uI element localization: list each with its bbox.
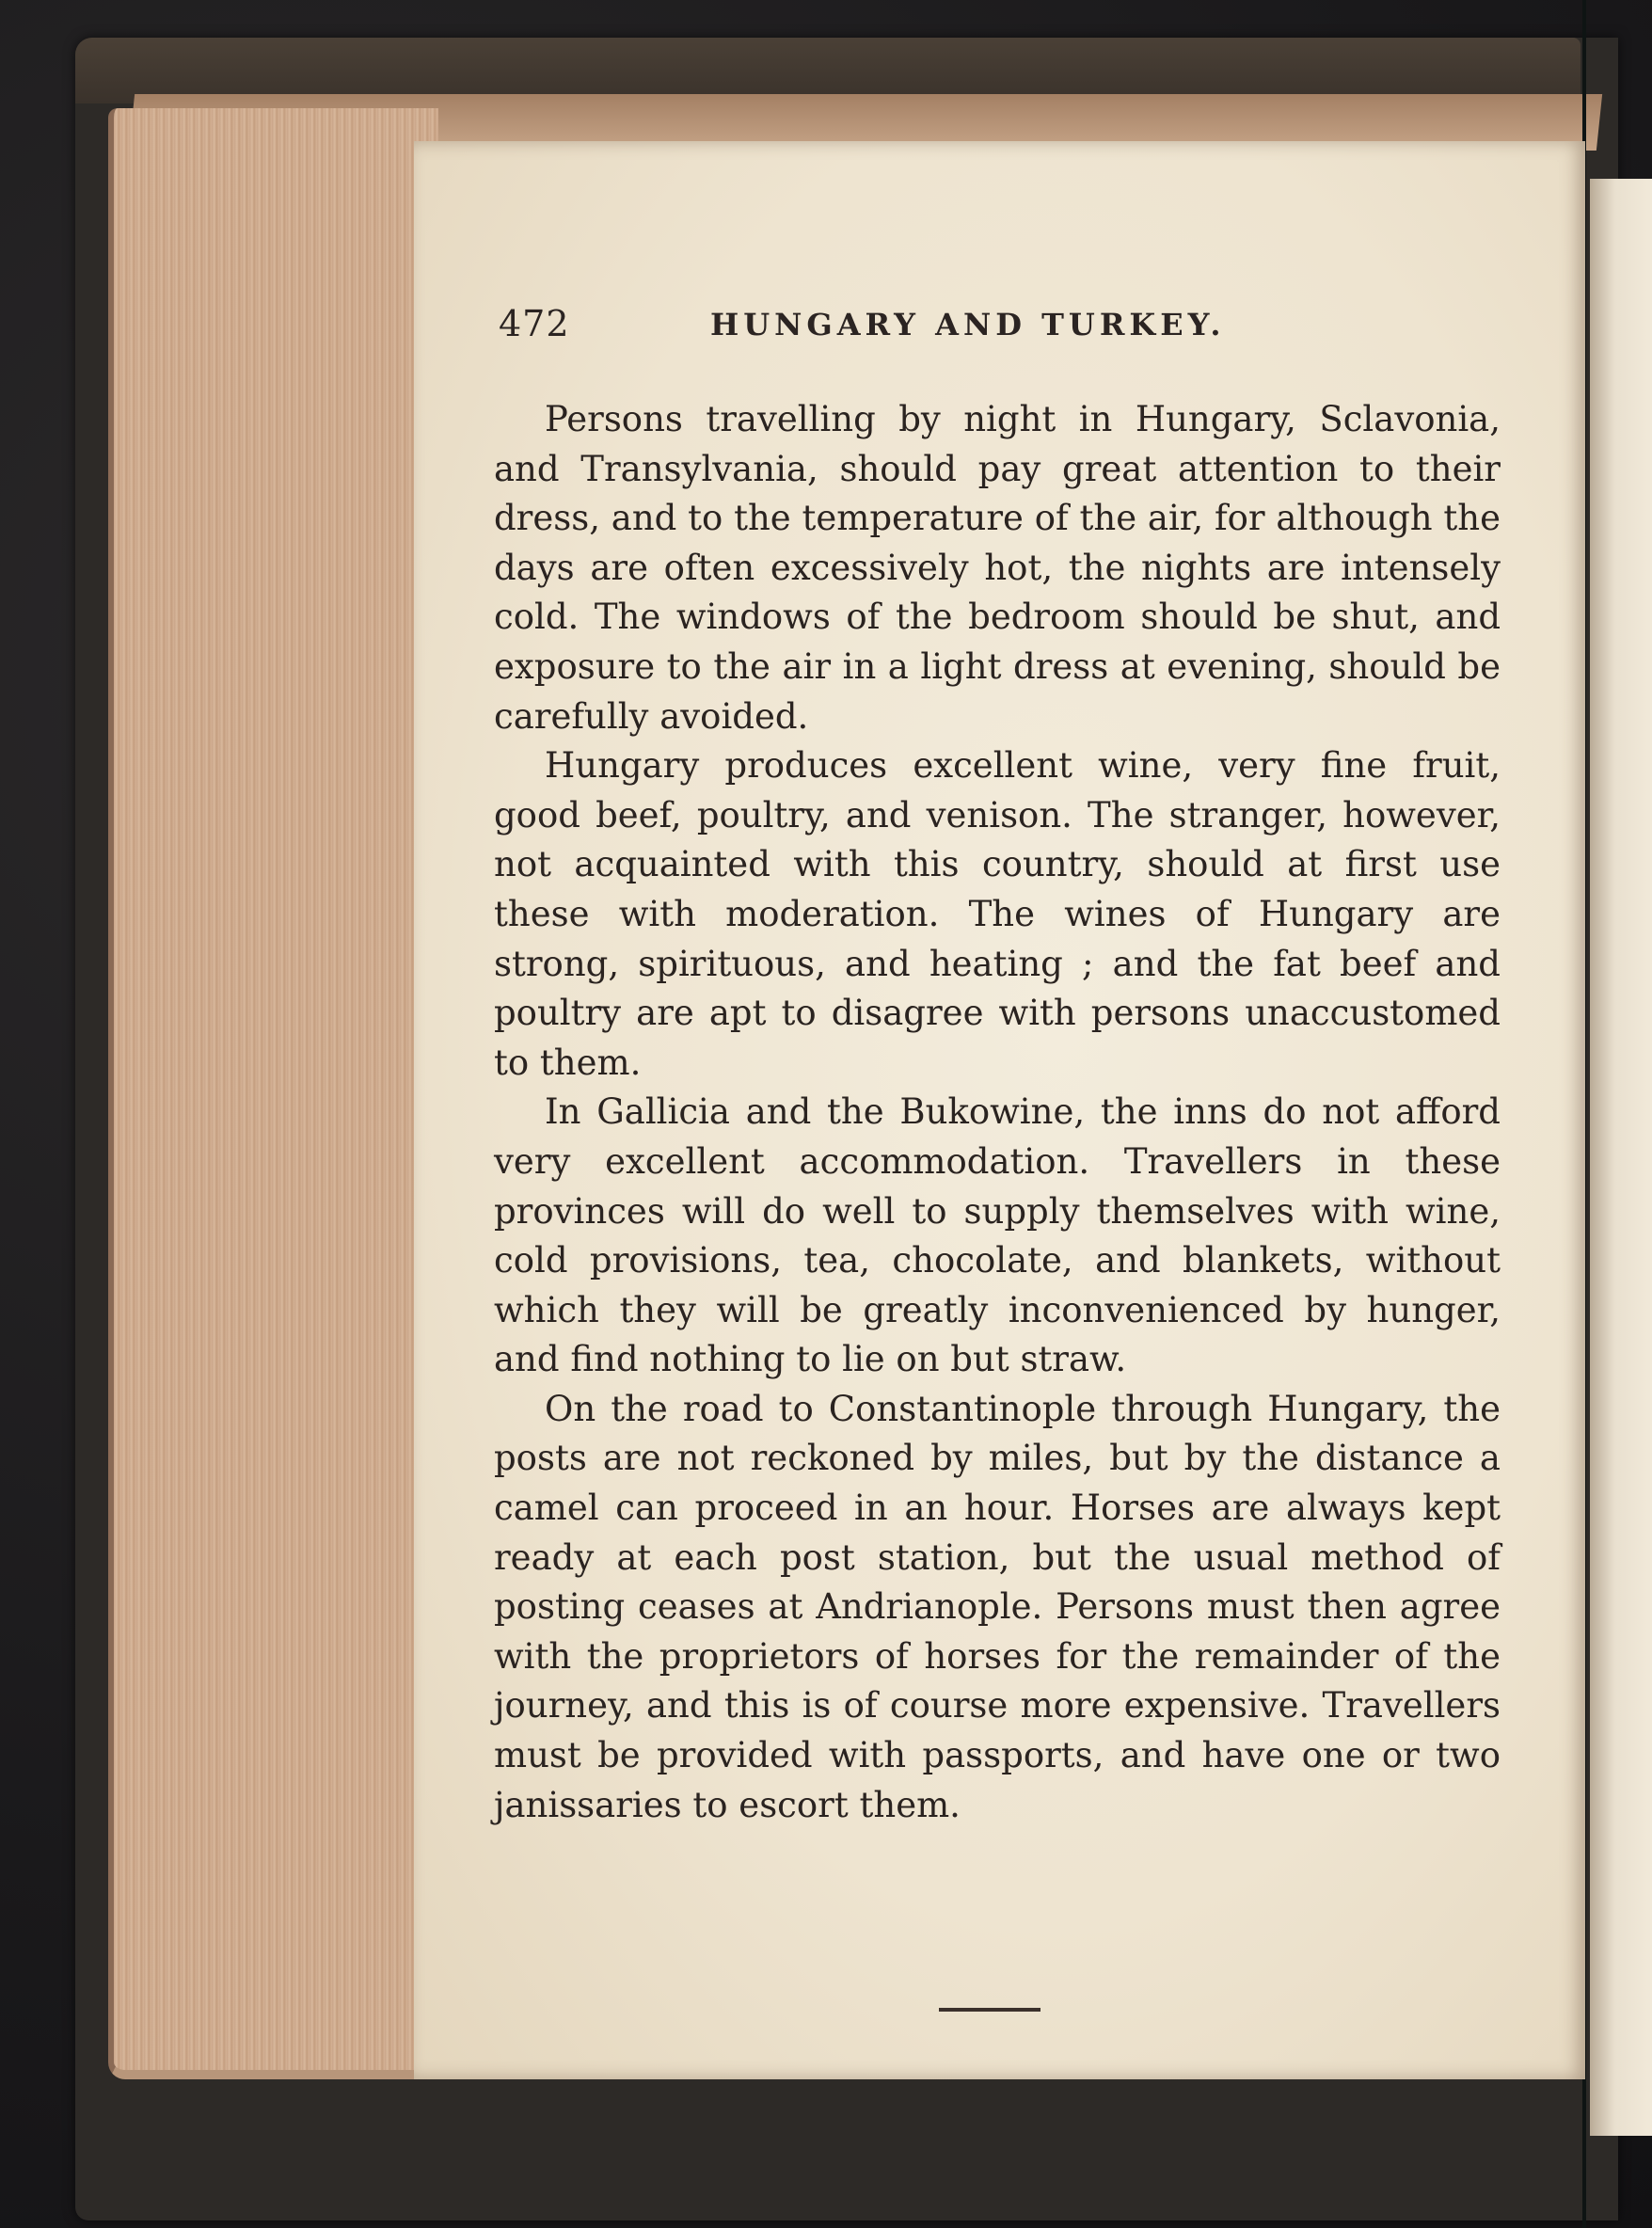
paragraph: Persons travelling by night in Hungary, Sclavonia, and Transylvania, should pay great attention to their dress, and to the temperature of the air, for although the days are often excessively hot, the nights are intensely cold. The windows of the bedroom should be shut, and exposure to the air in a light dress at evening, should be carefully avoided. — [494, 399, 1501, 737]
paragraph: Hungary produces excellent wine, very fine fruit, good beef, poultry, and venison. The stranger, however, not acquainted with this country, should at first use these with moderation. The wines of Hungary are strong, spirituous, and heating ; and the fat beef and poultry are apt to disagree with persons unaccustomed to them. — [494, 745, 1501, 1083]
page-number: 472 — [499, 303, 570, 344]
end-rule — [939, 2008, 1040, 2012]
facing-page — [1590, 179, 1652, 2136]
running-head-title: HUNGARY AND TURKEY. — [710, 307, 1226, 342]
paragraph: In Gallicia and the Bukowine, the inns do not afford very excellent accommodation. Travellers in these provinces will do well to supply themselves with wine, cold provisions, tea, chocolate, and blankets, without which they will be greatly inconvenienced by hunger, and find nothing to lie on but straw. — [494, 1091, 1501, 1380]
paragraph: On the road to Constantinople through Hungary, the posts are not reckoned by miles, but by the distance a camel can proceed in an hour. Horses are always kept ready at each post station, but the usual method of posting ceases at Andrianople. Persons must then agree with the proprietors of horses for the remainder of the journey, and this is of course more expensive. Travellers must be provided with passports, and have one or two janissaries to escort them. — [494, 1388, 1501, 1825]
page-block-fore-edge — [108, 108, 438, 2079]
running-head — [499, 303, 1439, 350]
body-text — [494, 395, 1501, 1830]
